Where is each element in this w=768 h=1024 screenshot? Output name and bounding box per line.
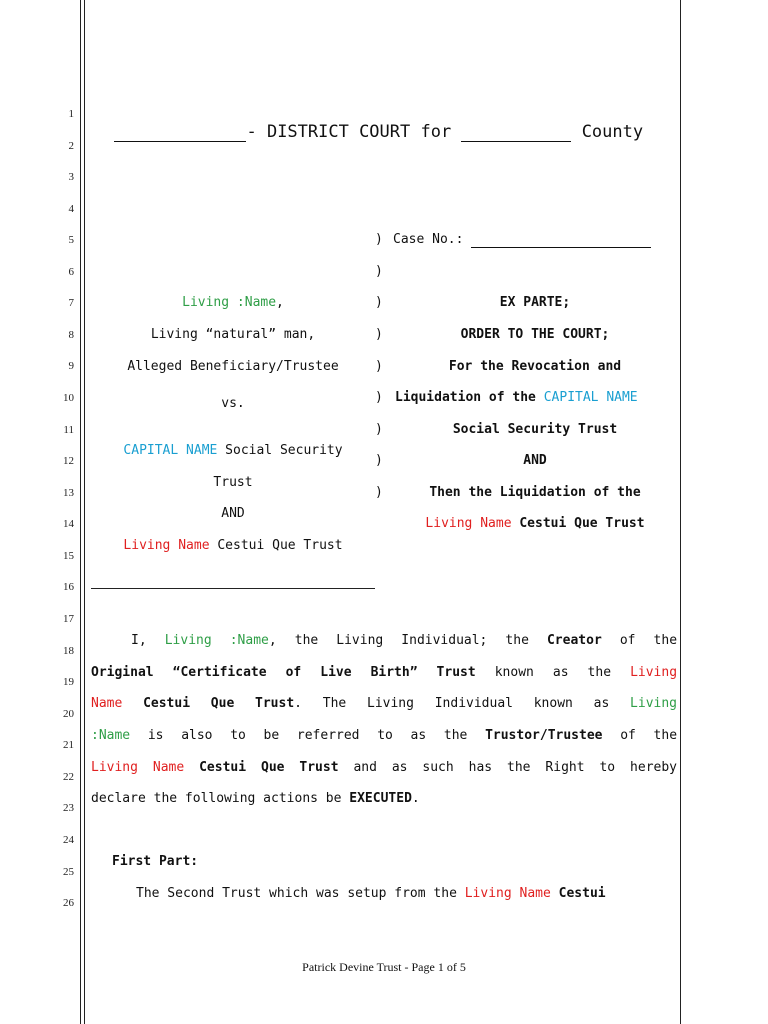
line-number: 12 — [63, 455, 74, 467]
doc-title-then-liquidation: Then the Liquidation of the — [429, 485, 641, 500]
line-number: 24 — [63, 834, 74, 846]
caption-trust: Trust — [213, 475, 253, 490]
caption-beneficiary: Alleged Beneficiary/Trustee — [127, 359, 339, 374]
caption-cestui: Living Name Cestui Que Trust — [123, 538, 343, 553]
line-number: 17 — [63, 613, 74, 625]
doc-title-cestui: Living Name Cestui Que Trust — [425, 516, 645, 531]
line-number: 3 — [68, 171, 74, 183]
caption-and: AND — [221, 506, 245, 521]
court-header — [94, 102, 643, 142]
paren: ) — [375, 390, 383, 405]
line-number: 26 — [63, 897, 74, 909]
line-number: 25 — [63, 866, 74, 878]
county-label: County — [581, 122, 644, 142]
body-line-1: I, Living :Name, the Living Individual; the Creator of the — [131, 633, 678, 648]
paren: ) — [375, 485, 383, 500]
line-number: 16 — [63, 581, 74, 593]
line-number: 4 — [68, 203, 74, 215]
line-number: 22 — [63, 771, 74, 783]
caption-respondent: CAPITAL NAME Social Security — [123, 443, 343, 458]
right-margin-line — [680, 0, 681, 1024]
doc-title-ss-trust: Social Security Trust — [452, 422, 618, 437]
line-number: 14 — [63, 518, 74, 530]
court-header-title: - DISTRICT COURT for — [246, 122, 452, 142]
doc-title-and: AND — [523, 453, 547, 468]
line-number: 9 — [68, 360, 74, 372]
left-margin-line-outer — [80, 0, 81, 1024]
line-number: 5 — [68, 234, 74, 246]
body-line-6: declare the following actions be EXECUTED. — [91, 791, 420, 806]
court-name-blank[interactable] — [114, 123, 246, 142]
line-number: 2 — [68, 140, 74, 152]
section-heading-first-part: First Part: — [112, 854, 199, 869]
line-number: 23 — [63, 802, 74, 814]
doc-title-revocation: For the Revocation and — [448, 359, 622, 374]
paren: ) — [375, 327, 383, 342]
paren: ) — [375, 359, 383, 374]
line-number: 18 — [63, 645, 74, 657]
page-footer: Patrick Devine Trust - Page 1 of 5 — [302, 960, 466, 974]
line-number: 20 — [63, 708, 74, 720]
doc-title-ex-parte: EX PARTE; — [499, 295, 571, 310]
line-number: 10 — [63, 392, 74, 404]
caption-vs: vs. — [221, 396, 245, 411]
body-line-8: The Second Trust which was setup from the Living Name Cestui — [136, 886, 606, 901]
county-name-blank[interactable] — [461, 123, 571, 142]
caption-party-name: Living :Name, — [182, 295, 284, 310]
line-number: 13 — [63, 487, 74, 499]
line-number: 6 — [68, 266, 74, 278]
paren: ) — [375, 232, 383, 247]
line-number: 19 — [63, 676, 74, 688]
paren: ) — [375, 422, 383, 437]
caption-natural-man: Living “natural” man, — [150, 327, 316, 342]
doc-title-liquidation: Liquidation of the CAPITAL NAME — [395, 390, 638, 405]
body-line-3: Name Cestui Que Trust. The Living Individual known as Living — [91, 696, 678, 711]
line-number: 11 — [63, 424, 74, 436]
case-number: Case No.: — [393, 232, 651, 248]
paren: ) — [375, 264, 383, 279]
line-number: 8 — [68, 329, 74, 341]
line-number: 7 — [68, 297, 74, 309]
paren: ) — [375, 295, 383, 310]
doc-title-order: ORDER TO THE COURT; — [460, 327, 610, 342]
case-number-blank[interactable] — [471, 233, 651, 248]
line-number: 15 — [63, 550, 74, 562]
body-line-2: Original “Certificate of Live Birth” Trust known as the Living — [91, 665, 678, 680]
caption-divider — [91, 588, 375, 589]
body-line-5: Living Name Cestui Que Trust and as such has the Right to hereby — [91, 760, 677, 775]
line-number: 1 — [68, 108, 74, 120]
paren: ) — [375, 453, 383, 468]
line-number: 21 — [63, 739, 74, 751]
body-line-4: :Name is also to be referred to as the Trustor/Trustee of the — [91, 728, 678, 743]
left-margin-line-inner — [84, 0, 85, 1024]
